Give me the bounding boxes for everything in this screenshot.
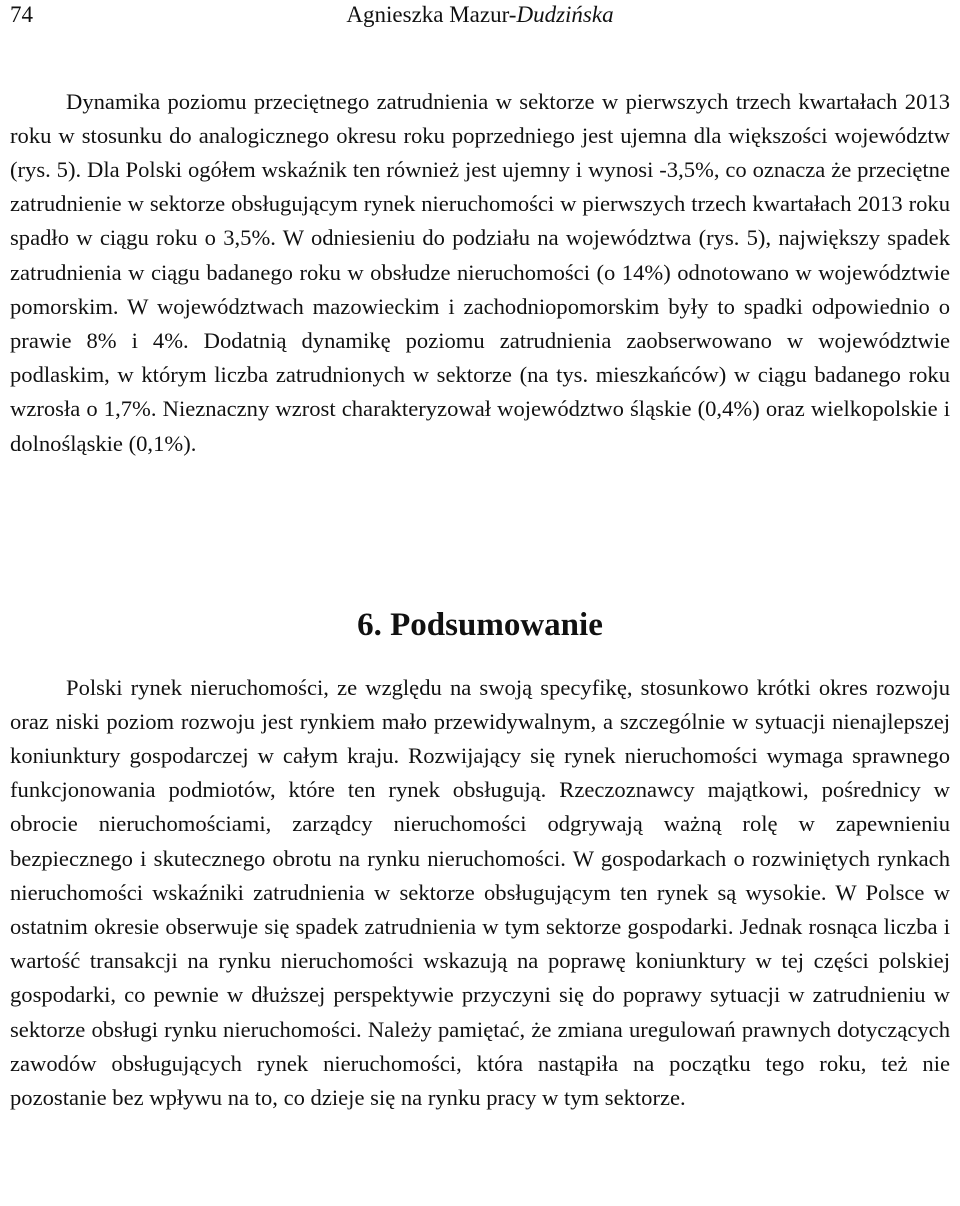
- author-surname-italic: Dudzińska: [516, 2, 614, 27]
- section-heading: 6. Podsumowanie: [357, 607, 603, 644]
- page-number: 74: [10, 2, 33, 27]
- page-header: [10, 0, 950, 34]
- body-paragraph-dynamics: Dynamika poziomu przeciętnego zatrudnienia w sektorze w pierwszych trzech kwartałach 2013 roku w stosunku do analogicznego okresu roku poprzedniego jest ujemna dla większości województw (rys. 5). Dla Polski ogółem wskaźnik ten również jest ujemny i wynosi -3,5%, co oznacza że przeciętne zatrudnienie w sektorze obsługującym rynek nieruchomości w pierwszych trzech kwartałach 2013 roku spadło w ciągu roku o 3,5%. W odniesieniu do podziału na województwa (rys. 5), największy spadek zatrudnienia w ciągu badanego roku w obsłudze nieruchomości (o 14%) odnotowano w województwie pomorskim. W województwach mazowieckim i zachodniopomorskim były to spadki odpowiednio o prawie 8% i 4%. Dodatnią dynamikę poziomu zatrudnienia zaobserwowano w województwie podlaskim, w którym liczba zatrudnionych w sektorze (na tys. mieszkańców) w ciągu badanego roku wzrosła o 1,7%. Nieznaczny wzrost charakteryzował województwo śląskie (0,4%) oraz wielkopolskie i dolnośląskie (0,1%).: [10, 88, 950, 456]
- running-head-author: [10, 0, 950, 30]
- author-name: Agnieszka Mazur-: [346, 2, 517, 27]
- body-paragraph-summary: Polski rynek nieruchomości, ze względu na swoją specyfikę, stosunkowo krótki okres rozwoju oraz niski poziom rozwoju jest rynkiem mało przewidywalnym, a szczególnie w sytuacji nienajlepszej koniunktury gospodarczej w całym kraju. Rozwijający się rynek nieruchomości wymaga sprawnego funkcjonowania podmiotów, które ten rynek obsługują. Rzeczoznawcy majątkowi, pośrednicy w obrocie nieruchomościami, zarządcy nieruchomości odgrywają ważną rolę w zapewnieniu bezpiecznego i skutecznego obrotu na rynku nieruchomości. W gospodarkach o rozwiniętych rynkach nieruchomości wskaźniki zatrudnienia w sektorze obsługującym ten rynek są wysokie. W Polsce w ostatnim okresie obserwuje się spadek zatrudnienia w tym sektorze gospodarki. Jednak rosnąca liczba i wartość transakcji na rynku nieruchomości wskazują na poprawę koniunktury w tej części polskiej gospodarki, co pewnie w dłuższej perspektywie przyczyni się do poprawy sytuacji w zatrudnieniu w sektorze obsługi rynku nieruchomości. Należy pamiętać, że zmiana uregulowań prawnych dotyczących zawodów obsługujących rynek nieruchomości, która nastąpiła na początku tego roku, też nie pozostanie bez wpływu na to, co dzieje się na rynku pracy w tym sektorze.: [10, 674, 950, 1111]
